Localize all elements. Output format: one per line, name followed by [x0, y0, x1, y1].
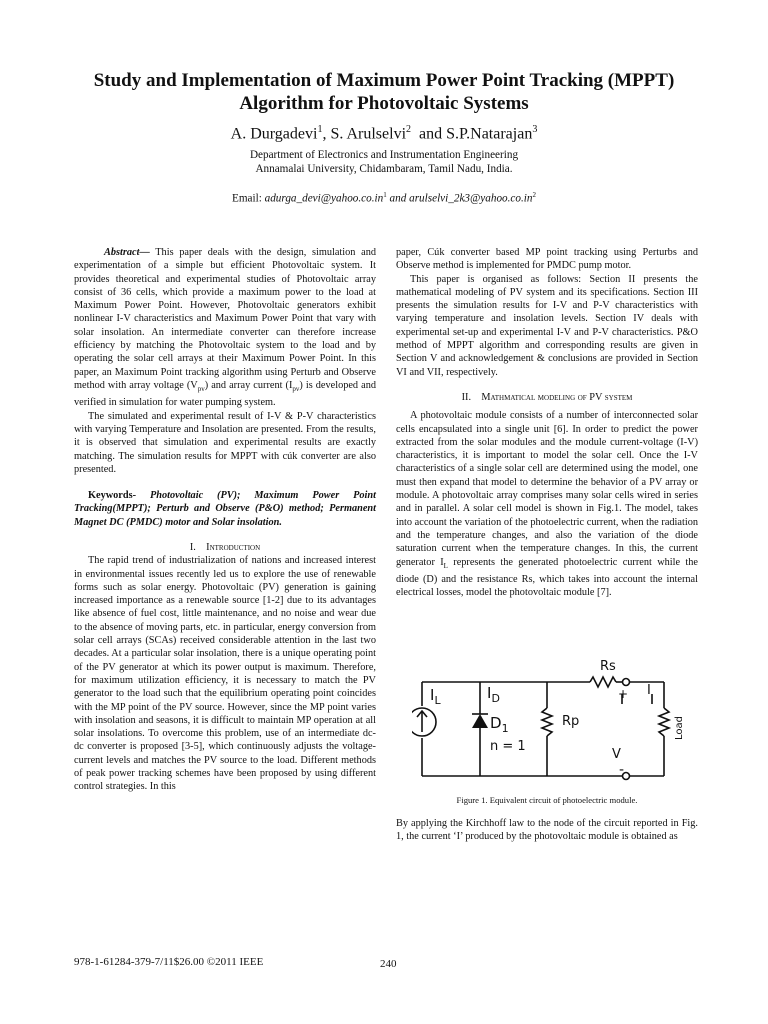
author-1: A. Durgadevi	[230, 125, 318, 143]
diode-icon	[472, 714, 488, 728]
after-figure-paragraph: By applying the Kirchhoff law to the node of the circuit reported in Fig. 1, the current ‘I’ produced by the photovoltaic module is obtained as	[396, 818, 698, 843]
keywords-text: Photovoltaic (PV); Maximum Power Point Tracking(MPPT); Perturb and Observe (P&O) method; Permanent Magnet DC (PMDC) motor and Solar insolation.	[74, 490, 376, 528]
title-line-1: Study and Implementation of Maximum Power Point Tracking (MPPT)	[93, 70, 675, 91]
email-mark-2: 2	[532, 191, 536, 199]
section-2-text-a: A photovoltaic module consists of a number of interconnected solar cells encapsulated into a single unit [6]. In order to predict the power extracted from the solar modules and the module current-voltage (I-V) characteristics, it is important to model the solar cell. Once the I-V characteristics of a single solar cell are determined using the model, one must then expand that model to determine the behavior of a PV array or module. A photovoltaic array comprises many solar cells wired in series and in parallel. A solar cell model is shown in Fig.1. The model, takes into account the variation of the photoelectric current, when the radiation and the temperature changes, and also the variation of the diode saturation current when the temperature changes. In this, the current generator I	[396, 410, 698, 568]
section-2-sub: L	[443, 561, 448, 570]
abstract-text-a: This paper deals with the design, simulation and experimentation of a simple but efficient Photovoltaic system. It provides theoretical and experimental studies of Photovoltaic array consist of 36 cells, which provide a maximum power to the load at Maximum Power Point. However, Photovoltaic generators exhibit nonlinear I-V characteristics and Maximum Power Point that vary with solar insolation. An intermediate converter can therefore increase efficiency by matching the Photovoltaic system to the load and by operating the solar cell arrays at their Maximum Power Point. In this paper, an Maximum Point tracking algorithm using Perturb and Observe method with array voltage (V	[74, 247, 376, 391]
abstract-text-c: ) is developed and verified in simulation for water pumping system.	[74, 379, 376, 409]
rp-resistor-icon	[542, 708, 552, 736]
author-2-mark: 2	[406, 124, 412, 135]
right-paragraph-1: paper, Cúk converter based MP point tracking using Perturbs and Observe method is implemented for PMDC pump motor.	[396, 247, 698, 272]
abstract-text-b: ) and array current (I	[204, 379, 293, 391]
author-3: S.P.Natarajan	[446, 125, 533, 143]
section-2-num: II.	[461, 391, 472, 403]
section-1-num: I.	[189, 541, 196, 553]
section-2-title: Mathmatical modeling of PV system	[481, 391, 633, 403]
right-paragraph-2: This paper is organised as follows: Section II presents the mathematical modeling of PV system and its specifications. Section III presents the simulation results for I-V and P-V characteristics with varying temperature and insolation levels. Section IV deals with experimental set-up and experimental I-V and P-V characteristics. P&O method of MPPT algorithm and corresponding results are given in Section V and acknowledgement & conclusions are provided in Section VI and VII, respectively.	[396, 273, 698, 378]
email-link-1[interactable]: adurga_devi@yahoo.co.in	[264, 192, 384, 205]
footer-isbn: 978-1-61284-379-7/11$26.00 ©2011 IEEE	[74, 956, 264, 968]
affiliation	[0, 148, 768, 176]
label-rs: Rs	[600, 659, 616, 674]
section-1-heading	[74, 541, 376, 554]
email-label: Email:	[231, 192, 265, 205]
section-1-title: Introduction	[206, 541, 261, 553]
load-resistor-icon	[659, 708, 669, 736]
rs-resistor-icon	[590, 677, 616, 687]
email-link-2[interactable]: arulselvi_2k3@yahoo.co.in	[409, 192, 533, 205]
section-2-heading	[396, 391, 698, 404]
label-il: $I_L$	[430, 686, 441, 707]
page-number: 240	[380, 958, 397, 970]
paper-title	[60, 69, 708, 115]
intro-paragraph: The rapid trend of industrialization of nations and increased interest in environmental issues recently led us to explore the use of renewable forms such as solar energy. Photovoltaic (PV) generation is gaining increased importance as a renewable source [1-2] due to its advantages like absence of fuel cost, little maintenance, and no noise and wear due to the absence of moving parts, etc. in particular, energy conversion from solar cell arrays (SCAs) received considerable attention in the last two decades. At a particular solar insolation, there is a unique operating point of the PV generator at which its power output is maximum. Therefore, for maximum utilization efficiency, it is necessary to match the PV generator to the load such that the equilibrium operating point coincides with the MP point of the PV source. However, since the MP point varies with insolation and seasons, it is difficult to maintain MP operation at all solar insolations. To overcome this problem, use of an intermediate dc-dc converter is proposed [3-5], which continuously adjusts the voltage-current levels and matches the PV source to the load. Different methods of peak power tracking schemes have been proposed by using different control strategies. In this	[74, 555, 376, 793]
left-column	[74, 246, 376, 794]
label-n: n = 1	[490, 739, 526, 754]
label-minus: -	[619, 762, 625, 778]
abstract-sub-1: pv	[197, 385, 205, 394]
email-line	[0, 191, 768, 205]
affiliation-line-1: Department of Electronics and Instrumentation Engineering	[249, 149, 519, 161]
affiliation-line-2: Annamalai University, Chidambaram, Tamil Nadu, India.	[255, 163, 513, 175]
abstract-label: Abstract—	[104, 247, 150, 258]
abstract-paragraph	[74, 246, 376, 410]
label-id: $I_D$	[487, 684, 500, 705]
keywords-label: Keywords-	[88, 490, 137, 502]
author-3-mark: 3	[532, 124, 538, 135]
author-sep-2: and	[411, 125, 447, 143]
right-column	[396, 246, 698, 599]
author-sep-1: ,	[322, 125, 331, 143]
email-mark-1: 1	[383, 191, 387, 199]
author-list	[0, 124, 768, 143]
abstract-sub-2: pv	[292, 385, 300, 394]
figure-caption: Figure 1. Equivalent circuit of photoelectric module.	[456, 795, 638, 805]
label-i: I	[647, 683, 651, 698]
label-d1: $D_1$	[490, 714, 509, 735]
label-load: Load	[674, 716, 685, 740]
label-v: V	[612, 747, 621, 762]
author-2: S. Arulselvi	[330, 125, 407, 143]
abstract-paragraph-2: The simulated and experimental result of I-V & P-V characteristics with varying Temperature and Insolation are presented. From the results, it is observed that simulation and experimental results are exactly matching. The simulation results for MPPT with cúk converter are also presented.	[74, 410, 376, 475]
terminal-positive	[623, 679, 630, 686]
section-2-text-b: represents the generated photoelectric current while the diode (D) and the resistance Rs, which takes into account the internal electrical losses, model the photovoltaic module [7].	[396, 556, 698, 599]
label-rp: Rp	[562, 714, 580, 729]
email-joiner: and	[386, 192, 410, 205]
keywords	[74, 489, 376, 529]
section-2-paragraph	[396, 409, 698, 599]
equivalent-circuit-figure	[412, 652, 690, 782]
label-plus: +	[618, 687, 629, 701]
author-1-mark: 1	[317, 124, 323, 135]
title-line-2: Algorithm for Photovoltaic Systems	[239, 93, 529, 114]
